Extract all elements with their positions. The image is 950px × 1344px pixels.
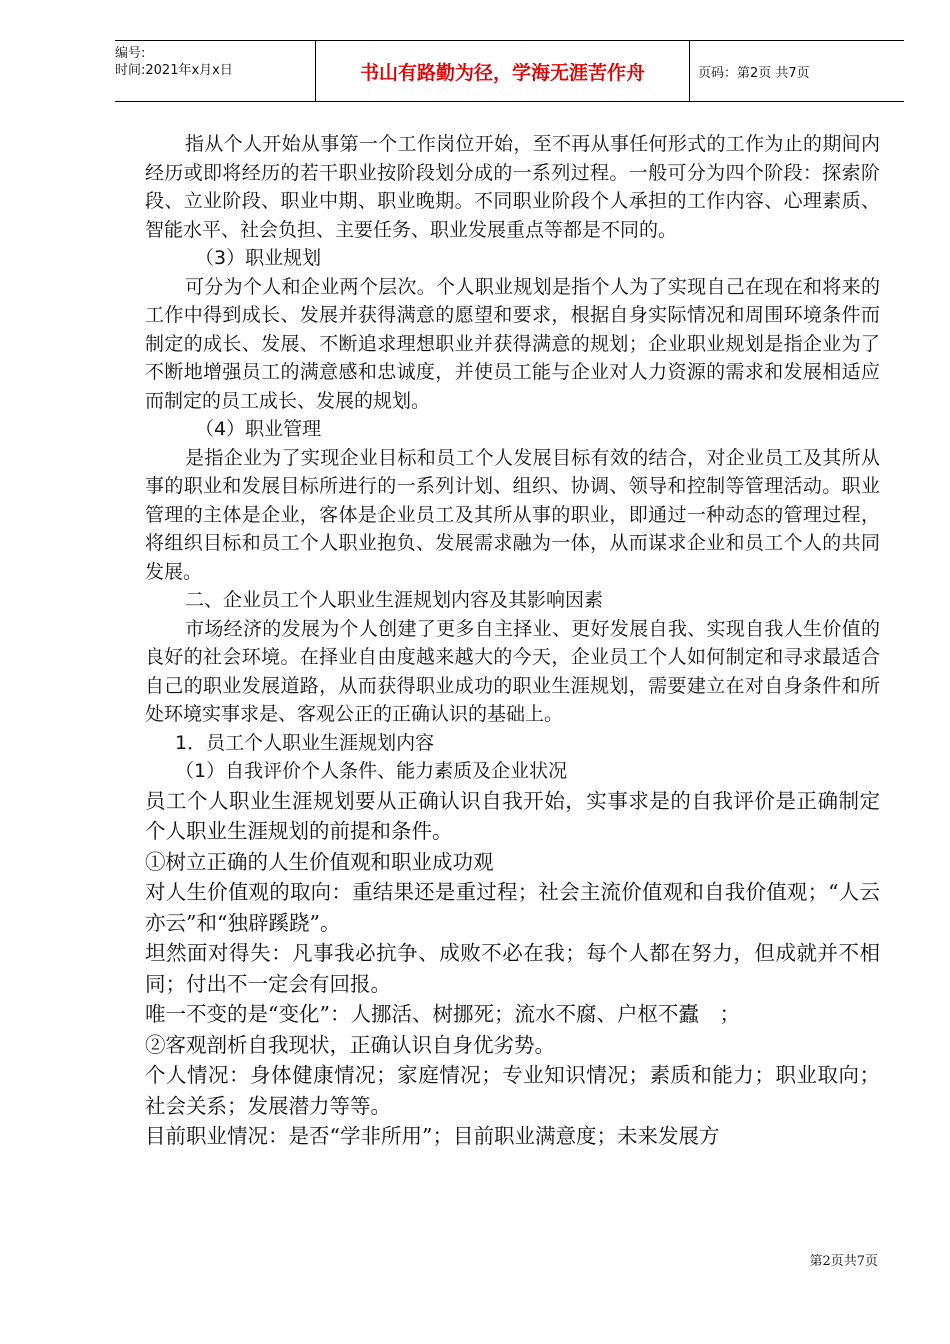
heading-career-planning: （3）职业规划	[195, 247, 322, 269]
paragraph-market-economy: 市场经济的发展为个人创建了更多自主择业、更好发展自我、实现自我人生价值的良好的社会环境。在择业自由度越来越大的今天，企业员工个人如何制定和寻求最适合自己的职业发展道路，从而获得职业成功的职业生涯规划，需要建立在对自身条件和所处环境实事求是、客观公正的正确认识的基础上。	[145, 617, 880, 725]
line-self-analysis-heading: ②客观剖析自我现状，正确认识自身优劣势。	[145, 1032, 555, 1057]
line-current-job: 目前职业情况：是否“学非所用”；目前职业满意度；未来发展方	[145, 1124, 720, 1148]
line-change: 唯一不变的是“变化”：人挪活、树挪死；流水不腐、户枢不蠹 ；	[145, 1002, 740, 1026]
sub-heading-self-evaluation: （1）自我评价个人条件、能力素质及企业状况	[175, 760, 568, 782]
page-footer: 第2页共7页	[809, 1254, 878, 1269]
header-meta	[115, 41, 315, 101]
item-heading-1: 1．员工个人职业生涯规划内容	[175, 731, 435, 754]
header-motto: 书山有路勤为径，学海无涯苦作舟	[315, 41, 690, 101]
doc-number-label: 编号:	[115, 46, 146, 61]
line-gains-losses: 坦然面对得失：凡事我必抗争、成败不必在我；每个人都在努力，但成就并不相同；付出不一定会有回报。	[145, 941, 880, 996]
header-page-label: 页码：第2页 共7页	[698, 65, 810, 81]
line-values-heading: ①树立正确的人生价值观和职业成功观	[145, 849, 494, 874]
paragraph-career-planning: 可分为个人和企业两个层次。个人职业规划是指个人为了实现自己在现在和将来的工作中得到成长、发展并获得满意的愿望和要求，根据自身实际情况和周围环境条件而制定的成长、发展、不断追求理想职业并获得满意的规划；企业职业规划是指企业为了不断地增强员工的满意感和忠诚度，并使员工能与企业对人力资源的需求和发展相适应而制定的员工成长、发展的规划。	[145, 275, 880, 412]
paragraph-career-management: 是指企业为了实现企业目标和员工个人发展目标有效的结合，对企业员工及其所从事的职业和发展目标所进行的一系列计划、组织、协调、领导和控制等管理活动。职业管理的主体是企业，客体是企业员工及其所从事的职业，即通过一种动态的管理过程，将组织目标和员工个人职业抱负、发展需求融为一体，从而谋求企业和员工个人的共同发展。	[145, 446, 880, 583]
doc-time-label: 时间:2021年x月x日	[115, 63, 233, 78]
paragraph-career-stages: 指从个人开始从事第一个工作岗位开始，至不再从事任何形式的工作为止的期间内经历或即将经历的若干职业按阶段划分成的一系列过程。一般可分为四个阶段：探索阶段、立业阶段、职业中期、职业晚期。不同职业阶段个人承担的工作内容、心理素质、智能水平、社会负担、主要任务、职业发展重点等都是不同的。	[145, 133, 880, 241]
section-heading-2: 二、企业员工个人职业生涯规划内容及其影响因素	[185, 589, 604, 611]
line-self-recognition: 员工个人职业生涯规划要从正确认识自我开始，实事求是的自我评价是正确制定个人职业生涯规划的前提和条件。	[145, 788, 880, 843]
page-header	[115, 40, 904, 102]
document-body	[145, 130, 880, 1152]
heading-career-management: （4）职业管理	[195, 418, 322, 440]
line-values-orientation: 对人生价值观的取向：重结果还是重过程；社会主流价值观和自我价值观；“人云亦云”和“独辟蹊跷”。	[145, 880, 880, 935]
line-personal-situation: 个人情况：身体健康情况；家庭情况；专业知识情况；素质和能力；职业取向；社会关系；发展潜力等等。	[145, 1063, 880, 1118]
